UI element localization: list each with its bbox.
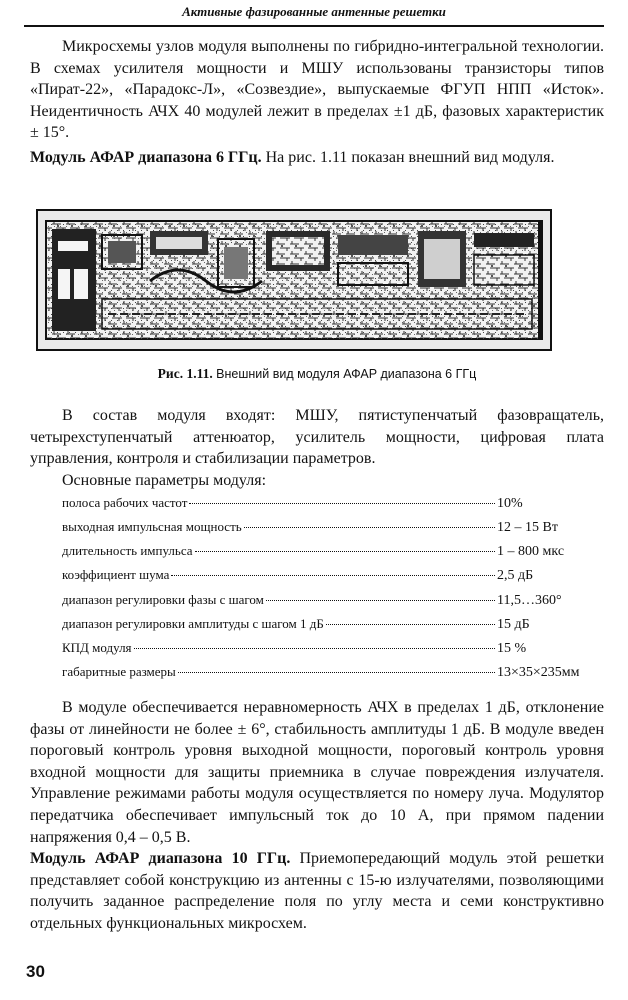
param-row [62,640,592,662]
paragraph-6ghz-module [30,147,604,169]
leader-dots [195,551,495,552]
figure-caption [30,366,604,382]
figure-label: Рис. 1.11. [157,366,213,381]
param-row [62,543,592,565]
param-value: 15 % [497,641,527,656]
param-label: выходная импульсная мощность [62,519,242,534]
leader-dots [326,624,495,625]
param-label: КПД модуля [62,640,132,655]
param-label: длительность импульса [62,543,193,558]
header-rule [24,25,604,27]
leader-dots [189,503,495,504]
param-row [62,495,592,517]
leader-dots [171,575,495,576]
page-number: 30 [26,962,45,981]
param-label: коэффициент шума [62,567,170,582]
param-value: 12 – 15 Вт [497,520,558,535]
paragraph-10ghz-module [30,848,604,934]
param-row [62,519,592,541]
paragraph-6ghz-text: На рис. 1.11 показан внешний вид модуля. [261,149,555,166]
paragraph-microchips: Микросхемы узлов модуля выполнены по гибридно-интегральной технологии. В схемах усилителя мощности и МШУ использованы транзисторы типов «Пират-22», «Парадокс-Л», «Созвездие», выпускаемые ФГУП НПП «Исток». Неидентичность АЧХ 40 модулей лежит в пределах ±1 дБ, фазовых характеристик ± 15°. [30,38,604,142]
param-label: габаритные размеры [62,664,176,679]
paragraph-module-features: В модуле обеспечивается неравномерность АЧХ в пределах 1 дБ, отклонение фазы от линейности не более ± 6°, стабильность амплитуды 1 дБ. В модуле введен пороговый контроль уровня выходной мощности, пороговый контроль уровня входной мощности для защиты приемника в случае повреждения излучателя. Управление режимами работы модуля осуществляется по номеру луча. Модулятор передатчика обеспечивает импульсный ток до 10 А, при прямом падении напряжения 0,4 – 0,5 В. [30,699,604,846]
param-value: 11,5…360° [497,593,562,608]
param-value: 10% [497,496,523,511]
leader-dots [266,600,495,601]
params-title: Основные параметры модуля: [62,472,267,489]
leader-dots [178,672,495,673]
running-header: Активные фазированные антенные решетки [182,4,446,19]
section-heading-6ghz: Модуль АФАР диапазона 6 ГГц. [30,149,262,166]
section-heading-10ghz: Модуль АФАР диапазона 10 ГГц. [30,850,291,867]
leader-dots [244,527,495,528]
param-value: 13×35×235мм [497,665,580,680]
param-row [62,664,592,686]
paragraph-10ghz-text: Приемопередающий модуль этой решетки представляет собой конструкцию из антенны с 15-ю излучателями, позволяющими получить заданное распределение поля по углу места и семи конструктивно отдельных функциональных микросхем. [30,850,605,932]
param-label: диапазон регулировки фазы с шагом [62,592,264,607]
param-value: 1 – 800 мкс [497,544,565,559]
figure-caption-text: Внешний вид модуля АФАР диапазона 6 ГГц [212,367,477,381]
param-row [62,592,592,614]
param-label: полоса рабочих частот [62,495,188,510]
param-row [62,616,592,638]
paragraph-composition: В состав модуля входят: МШУ, пятиступенчатый фазовращатель, четырехступенчатый аттенюатор, усилитель мощности, цифровая плата управления, контроля и стабилизации параметров. [30,407,604,468]
param-label: диапазон регулировки амплитуды с шагом 1 дБ [62,616,324,631]
leader-dots [134,648,495,649]
param-row [62,567,592,589]
param-value: 2,5 дБ [497,568,534,583]
param-value: 15 дБ [497,617,530,632]
module-photo [36,209,552,351]
